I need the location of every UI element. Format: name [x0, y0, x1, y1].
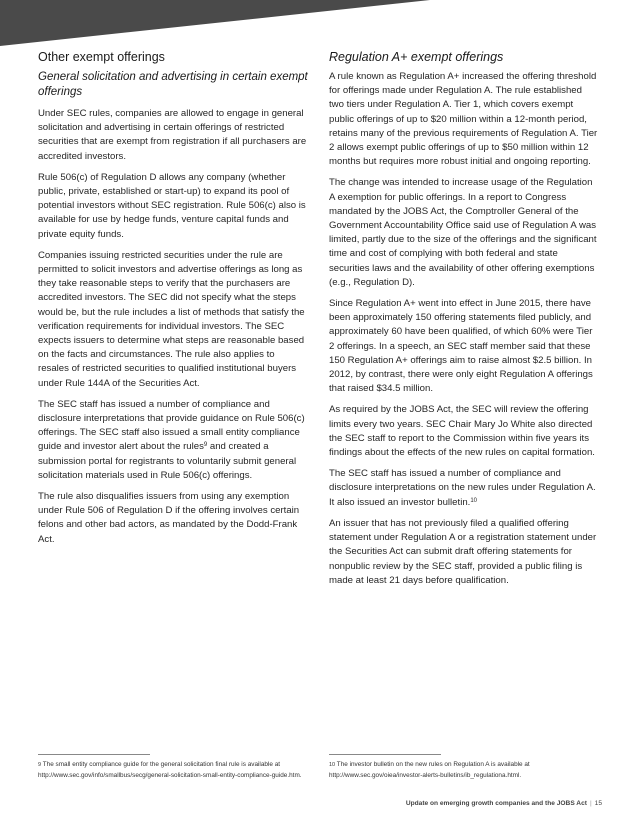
paragraph	[38, 398, 308, 483]
paragraph-text: The SEC staff has issued a number of compliance and disclosure interpretations on the new rules under Regulation A. It also issued an investor bulletin.	[329, 468, 596, 508]
footnote-ref-9[interactable]: 9	[203, 442, 208, 449]
paragraph: Since Regulation A+ went into effect in June 2015, there have been approximately 150 offering statements filed publicly, and approximately 60 have been qualified, of which 60% were Tier 2 offerings. In a speech, an SEC staff member said that these 150 Regulation A+ offerings aim to raise almost $2.5 billion. In 2012, by contrast, there were only eight Regulation A offerings that raised $34.5 million.	[329, 298, 593, 395]
footnote-divider	[38, 754, 150, 755]
footer-title: Update on emerging growth companies and the JOBS Act	[405, 800, 587, 807]
page-number: 15	[594, 800, 602, 807]
footnote-number: 9	[38, 762, 42, 768]
paragraph-text: The SEC staff has issued a number of compliance and disclosure interpretations that provide guidance on Rule 506(c) offerings. The SEC staff also issued a small entity compliance guide and investor alert about the rules	[38, 398, 305, 453]
footer-separator: |	[589, 800, 592, 807]
footnote-text: The small entity compliance guide for the general solicitation final rule is available at http://www.sec.gov/info/smallbus/secg/general-solicitation-small-entity-compliance-guide.htm.	[38, 761, 302, 779]
paragraph	[329, 467, 599, 510]
footnote-9	[38, 760, 310, 781]
paragraph: A rule known as Regulation A+ increased the offering threshold for offerings made under Regulation A. The rule established two tiers under Regulation A. Tier 1, which covers exempt public offerings of up to $20 million within a 12-month period, retains many of the previous requirements of Regulation A. Tier 2 allows exempt public offerings of up to $50 million within 12 months but requires more robust initial and ongoing reporting.	[329, 71, 598, 168]
paragraph: As required by the JOBS Act, the SEC will review the offering limits every two years. SEC Chair Mary Jo White also directed the SEC staff to report to the Commission within five years its findings about the effects of the new rules on capital formation.	[329, 404, 595, 459]
paragraph: The change was intended to increase usage of the Regulation A exemption for public offerings. In a report to Congress mandated by the JOBS Act, the Comptroller General of the Government Accountability Office said use of Regulation A was limited, partly due to the size of the offerings and the significant time and cost of complying with both federal and state securities laws and the availability of other offering exemptions (e.g., Regulation D).	[329, 177, 597, 288]
corner-decoration	[0, 0, 638, 50]
section-heading-regulation-a-plus: Regulation A+ exempt offerings	[329, 50, 504, 64]
footnote-10	[329, 760, 601, 781]
footnote-number: 10	[329, 762, 336, 768]
page-footer	[406, 800, 602, 807]
subheading-general-solicitation: General solicitation and advertising in certain exempt offerings	[38, 71, 308, 98]
section-heading-other-exempt: Other exempt offerings	[38, 50, 165, 64]
footnote-ref-10[interactable]: 10	[470, 497, 478, 504]
paragraph: Under SEC rules, companies are allowed to engage in general solicitation and advertising in certain offerings of restricted securities that are exempt from registration if all purchasers are accredited investors.	[38, 108, 307, 162]
footnote-divider	[329, 754, 441, 755]
paragraph: Rule 506(c) of Regulation D allows any company (whether public, private, established or start-up) to expand its pool of potential investors without SEC registration. Rule 506(c) also is available for use by hedge funds, venture capital funds and private equity funds.	[38, 171, 306, 240]
left-column	[38, 50, 308, 554]
paragraph-text: and created a submission portal for registrants to voluntarily submit general solicitation materials used in Rule 506(c) offerings.	[38, 441, 297, 481]
paragraph: The rule also disqualifies issuers from using any exemption under Rule 506 of Regulation D if the offering involves certain felons and other bad actors, as mandated by the Dodd-Frank Act.	[38, 491, 300, 545]
right-column	[329, 50, 599, 595]
footnote-text: The investor bulletin on the new rules on Regulation A is available at http://www.sec.gov/oiea/investor-alerts-bulletins/ib_regulationa.html.	[329, 761, 530, 779]
paragraph: An issuer that has not previously filed a qualified offering statement under Regulation A or a registration statement under the Securities Act can submit draft offering statements for nonpublic review by the SEC staff, provided a public filing is made at least 21 days before qualification.	[329, 517, 597, 586]
paragraph: Companies issuing restricted securities under the rule are permitted to solicit investors and advertise offerings as long as they take reasonable steps to verify that the purchasers are accredited investors. The SEC did not specify what the steps would be, but the rule includes a list of methods that satisfy the verification requirements for individual investors. The SEC expects issuers to determine what steps are reasonable based on the facts and circumstances. The rule also applies to resales of restricted securities to qualified institutional buyers under Rule 144A of the Securities Act.	[38, 249, 305, 389]
